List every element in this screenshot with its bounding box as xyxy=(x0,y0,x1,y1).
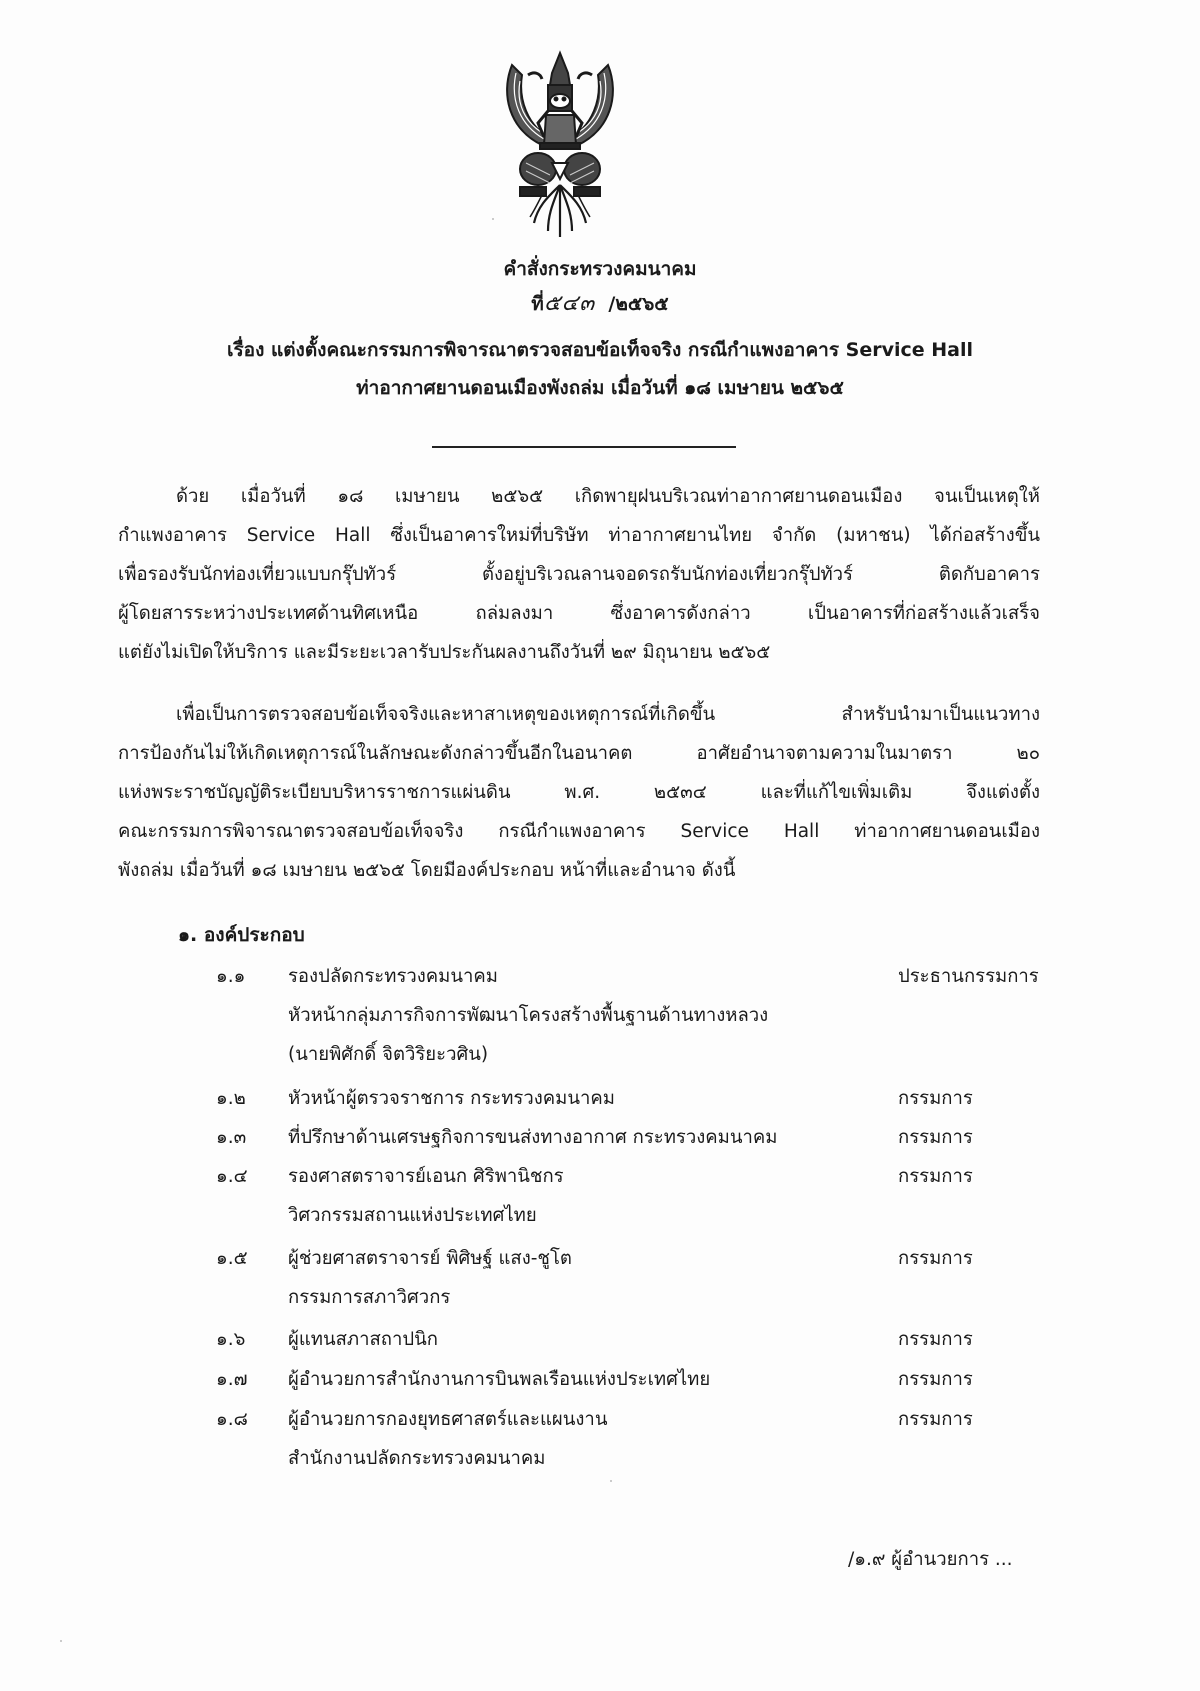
scan-speck xyxy=(610,1480,612,1482)
member-role: กรรมการ xyxy=(898,1088,973,1109)
member-number: ๑.๑ xyxy=(216,966,246,987)
member-role: กรรมการ xyxy=(898,1127,973,1148)
member-number: ๑.๓ xyxy=(216,1127,247,1148)
member-position: ผู้อำนวยการกองยุทธศาสตร์และแผนงาน xyxy=(288,1409,608,1430)
paragraph-line: ผู้โดยสารระหว่างประเทศด้านทิศเหนือ ถล่มลงมา ซึ่งอาคารดังกล่าว เป็นอาคารที่ก่อสร้างแล้วเสร็จ xyxy=(118,603,1040,624)
member-number: ๑.๗ xyxy=(216,1369,248,1390)
subject-line-1: เรื่อง แต่งตั้งคณะกรรมการพิจารณาตรวจสอบข้อเท็จจริง กรณีกำแพงอาคาร Service Hall xyxy=(226,339,974,361)
member-number: ๑.๒ xyxy=(216,1088,246,1109)
member-role: กรรมการ xyxy=(898,1166,973,1187)
order-prefix: ที่ xyxy=(531,293,544,315)
member-organization: สำนักงานปลัดกระทรวงคมนาคม xyxy=(288,1448,546,1469)
member-name: (นายพิศักดิ์ จิตวิริยะวศิน) xyxy=(288,1044,489,1065)
member-number: ๑.๔ xyxy=(216,1166,248,1187)
scan-speck xyxy=(492,218,494,220)
paragraph-line: ด้วย เมื่อวันที่ ๑๘ เมษายน ๒๕๖๕ เกิดพายุฝนบริเวณท่าอากาศยานดอนเมือง จนเป็นเหตุให้ xyxy=(176,486,1040,507)
paragraph-line: แต่ยังไม่เปิดให้บริการ และมีระยะเวลารับประกันผลงานถึงวันที่ ๒๙ มิถุนายน ๒๕๖๕ xyxy=(118,642,771,663)
paragraph-line: เพื่อเป็นการตรวจสอบข้อเท็จจริงและหาสาเหตุของเหตุการณ์ที่เกิดขึ้น สำหรับนำมาเป็นแนวทาง xyxy=(176,704,1040,725)
title-divider xyxy=(432,446,736,448)
order-number-handwritten: ๕๔๓ xyxy=(543,291,596,316)
paragraph-line: การป้องกันไม่ให้เกิดเหตุการณ์ในลักษณะดังกล่าวขึ้นอีกในอนาคต อาศัยอำนาจตามความในมาตรา ๒๐ xyxy=(118,743,1040,764)
member-position: ผู้ช่วยศาสตราจารย์ พิศิษฐ์ แสง-ชูโต xyxy=(288,1248,572,1269)
paragraph-line: คณะกรรมการพิจารณาตรวจสอบข้อเท็จจริง กรณีกำแพงอาคาร Service Hall ท่าอากาศยานดอนเมือง xyxy=(118,821,1040,842)
subject-line-2: ท่าอากาศยานดอนเมืองพังถล่ม เมื่อวันที่ ๑๘ เมษายน ๒๕๖๕ xyxy=(356,377,844,399)
member-position: ผู้อำนวยการสำนักงานการบินพลเรือนแห่งประเทศไทย xyxy=(288,1369,711,1390)
paragraph-line: แห่งพระราชบัญญัติระเบียบบริหารราชการแผ่นดิน พ.ศ. ๒๕๓๔ และที่แก้ไขเพิ่มเติม จึงแต่งตั้ง xyxy=(118,782,1040,803)
member-role: กรรมการ xyxy=(898,1369,973,1390)
paragraph-line: กำแพงอาคาร Service Hall ซึ่งเป็นอาคารใหม่ที่บริษัท ท่าอากาศยานไทย จำกัด (มหาชน) ได้ก่อสร้างขึ้น xyxy=(118,525,1040,546)
member-position: ผู้แทนสภาสถาปนิก xyxy=(288,1329,438,1350)
paragraph-line: เพื่อรองรับนักท่องเที่ยวแบบกรุ๊ปทัวร์ ตั้งอยู่บริเวณลานจอดรถรับนักท่องเที่ยวกรุ๊ปทัวร์ ติดกับอาคาร xyxy=(118,564,1040,585)
member-number: ๑.๕ xyxy=(216,1248,248,1269)
page-continuation-note: /๑.๙ ผู้อำนวยการ ... xyxy=(848,1549,1013,1570)
member-role: กรรมการ xyxy=(898,1409,973,1430)
section-1-heading: ๑. องค์ประกอบ xyxy=(178,924,305,946)
member-organization: กรรมการสภาวิศวกร xyxy=(288,1287,451,1308)
member-position: รองศาสตราจารย์เอนก ศิริพานิชกร xyxy=(288,1166,564,1187)
garuda-emblem-icon xyxy=(490,45,630,245)
member-position: รองปลัดกระทรวงคมนาคม xyxy=(288,966,498,987)
order-year: /๒๕๖๕ xyxy=(608,293,669,315)
scan-speck xyxy=(60,1640,62,1642)
member-position-line: หัวหน้ากลุ่มภารกิจการพัฒนาโครงสร้างพื้นฐานด้านทางหลวง xyxy=(288,1005,769,1026)
document-title: คำสั่งกระทรวงคมนาคม xyxy=(503,258,697,280)
member-number: ๑.๖ xyxy=(216,1329,246,1350)
order-number-line xyxy=(0,289,1200,319)
member-role: ประธานกรรมการ xyxy=(898,966,1039,987)
member-position: หัวหน้าผู้ตรวจราชการ กระทรวงคมนาคม xyxy=(288,1088,615,1109)
member-role: กรรมการ xyxy=(898,1248,973,1269)
member-role: กรรมการ xyxy=(898,1329,973,1350)
member-position: ที่ปรึกษาด้านเศรษฐกิจการขนส่งทางอากาศ กระทรวงคมนาคม xyxy=(288,1127,778,1148)
paragraph-line: พังถล่ม เมื่อวันที่ ๑๘ เมษายน ๒๕๖๕ โดยมีองค์ประกอบ หน้าที่และอำนาจ ดังนี้ xyxy=(118,860,736,881)
member-organization: วิศวกรรมสถานแห่งประเทศไทย xyxy=(288,1205,537,1226)
member-number: ๑.๘ xyxy=(216,1409,248,1430)
